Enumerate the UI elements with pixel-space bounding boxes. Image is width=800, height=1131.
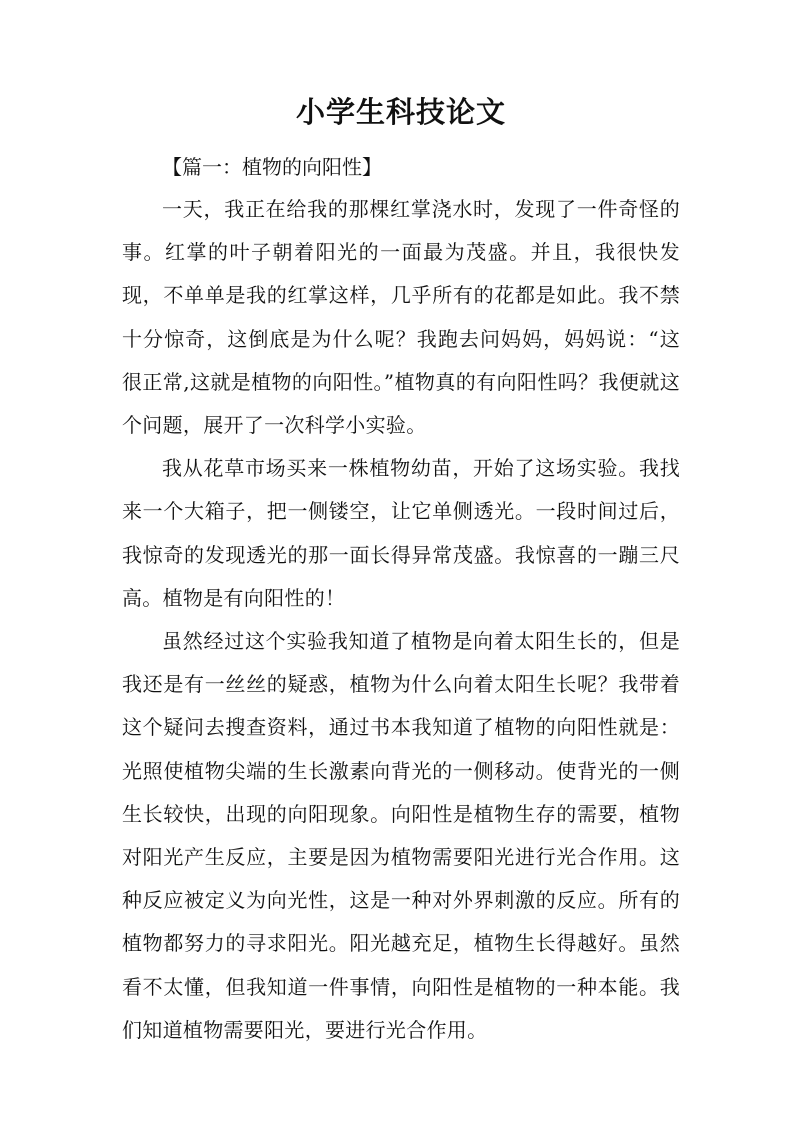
section-heading: 【篇一：植物的向阳性】 [162,155,382,179]
document-title: 小学生科技论文 [295,95,506,129]
paragraph-3: 虽然经过这个实验我知道了植物是向着太阳生长的，但是我还是有一丝丝的疑惑，植物为什么向着太阳生长呢？我带着这个疑问去搜查资料，通过书本我知道了植物的向阳性就是：光照使植物尖端的生长激素向背光的一侧移动。使背光的一侧生长较快，出现的向阳现象。向阳性是植物生存的需要，植物对阳光产生反应，主要是因为植物需要阳光进行光合作用。这种反应被定义为向光性，这是一种对外界刺激的反应。所有的植物都努力的寻求阳光。阳光越充足，植物生长得越好。虽然看不太懂，但我知道一件事情，向阳性是植物的一种本能。我们知道植物需要阳光，要进行光合作用。 [122,629,680,1042]
paragraph-2: 我从花草市场买来一株植物幼苗，开始了这场实验。我找来一个大箱子，把一侧镂空，让它单侧透光。一段时间过后，我惊奇的发现透光的那一面长得异常茂盛。我惊喜的一蹦三尺高。植物是有向阳性的！ [122,456,680,610]
paragraph-1: 一天，我正在给我的那棵红掌浇水时，发现了一件奇怪的事。红掌的叶子朝着阳光的一面最为茂盛。并且，我很快发现，不单单是我的红掌这样，几乎所有的花都是如此。我不禁十分惊奇，这倒底是为什么呢？我跑去问妈妈，妈妈说：“这很正常,这就是植物的向阳性。”植物真的有向阳性吗？我便就这个问题，展开了一次科学小实验。 [122,197,680,438]
